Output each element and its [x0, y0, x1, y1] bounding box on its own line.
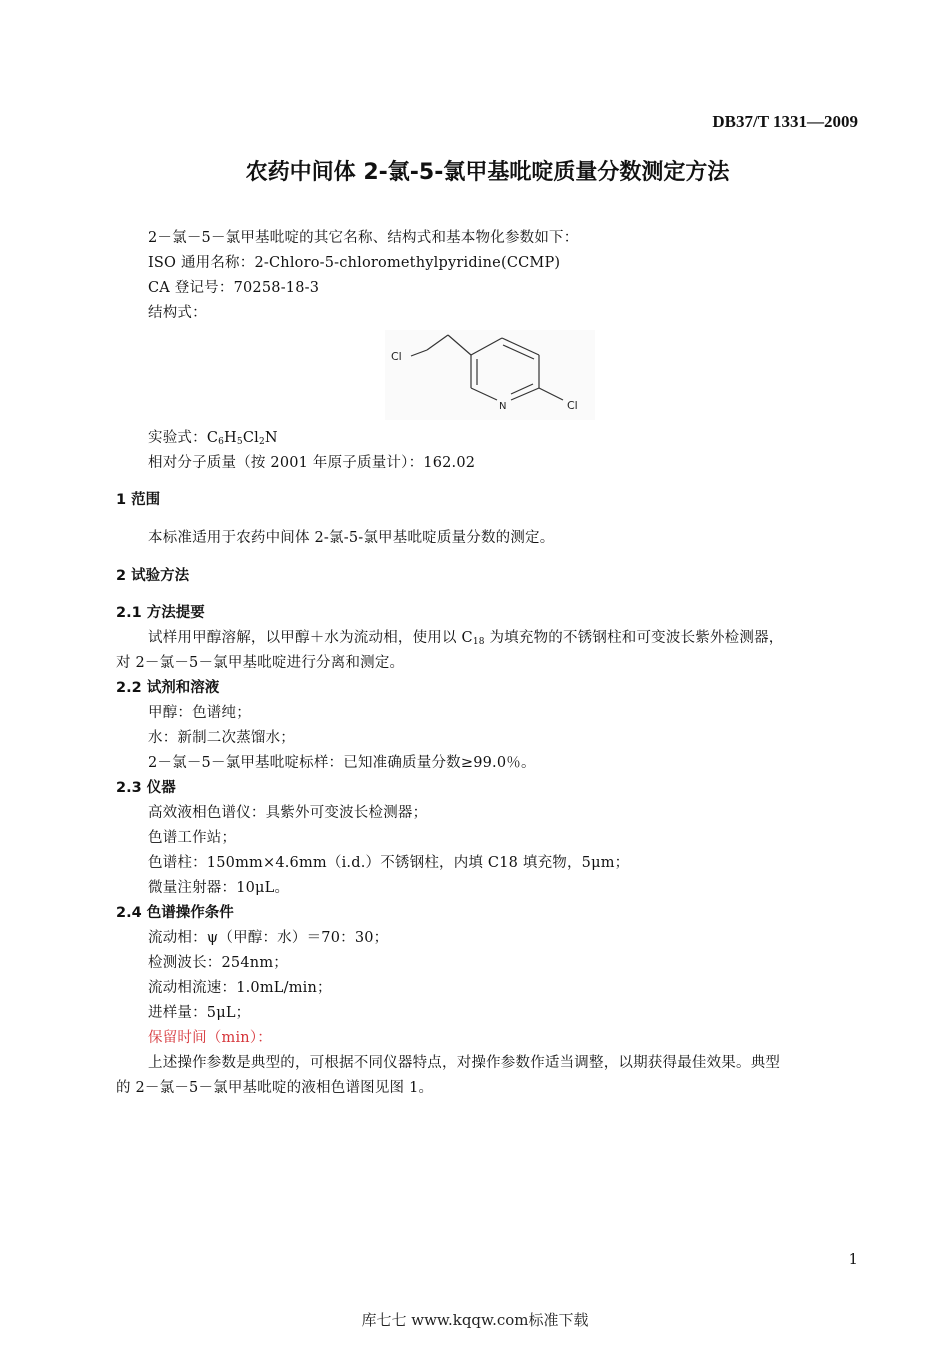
structural-formula-image — [385, 330, 595, 420]
footer-watermark: 库七七 www.kqqw.com标准下载 — [361, 1311, 589, 1329]
atom-label-cl-left: Cl — [391, 350, 402, 363]
molecular-mass-line: 相对分子质量（按 2001 年原子质量计）：162.02 — [148, 455, 476, 471]
section-2-4-note-line-1: 上述操作参数是典型的，可根据不同仪器特点，对操作参数作适当调整，以期获得最佳效果。典型 — [148, 1055, 781, 1071]
condition-flow-rate: 流动相流速：1.0mL/min； — [148, 980, 332, 996]
formula-h-count: 5 — [236, 437, 243, 447]
section-2-1-heading: 2.1 方法提要 — [116, 605, 205, 621]
section-1-text: 本标准适用于农药中间体 2-氯-5-氯甲基吡啶质量分数的测定。 — [148, 530, 555, 546]
page-number: 1 — [848, 1252, 858, 1268]
section-2-4-note-line-2: 的 2－氯－5－氯甲基吡啶的液相色谱图见图 1。 — [116, 1080, 434, 1096]
section-2-1-subscript: 18 — [472, 637, 485, 647]
reagent-standard: 2－氯－5－氯甲基吡啶标样：已知准确质量分数≥99.0％。 — [148, 755, 536, 771]
section-2-3-heading: 2.3 仪器 — [116, 780, 176, 796]
reagent-methanol: 甲醇：色谱纯； — [148, 705, 251, 721]
reagent-water: 水：新制二次蒸馏水； — [148, 730, 295, 746]
formula-label: 实验式： — [148, 430, 207, 446]
instrument-hplc: 高效液相色谱仪：具紫外可变波长检测器； — [148, 805, 428, 821]
structure-background — [385, 330, 595, 420]
instrument-column: 色谱柱：150mm×4.6mm（i.d.）不锈钢柱，内填 C18 填充物，5μm； — [148, 855, 630, 871]
condition-mobile-phase: 流动相：ψ（甲醇：水）＝70：30； — [148, 930, 389, 946]
section-2-1-line-1 — [148, 628, 783, 652]
section-2-2-heading: 2.2 试剂和溶液 — [116, 680, 220, 696]
atom-label-cl-right: Cl — [567, 399, 578, 412]
section-2-1-text-b: 为填充物的不锈钢柱和可变波长紫外检测器， — [484, 630, 784, 646]
instrument-workstation: 色谱工作站； — [148, 830, 237, 846]
instrument-syringe: 微量注射器：10μL。 — [148, 880, 290, 896]
formula-cl-count: 2 — [258, 437, 265, 447]
section-2-1-line-2: 对 2－氯－5－氯甲基吡啶进行分离和测定。 — [116, 655, 405, 671]
formula-cl: Cl — [242, 430, 259, 446]
ca-number-line: CA 登记号：70258-18-3 — [148, 280, 320, 296]
formula-c-count: 6 — [218, 437, 225, 447]
condition-injection-volume: 进样量：5μL； — [148, 1005, 251, 1021]
formula-n: N — [264, 430, 278, 446]
standard-code: DB37/T 1331—2009 — [712, 112, 858, 131]
page-title: 农药中间体 2-氯-5-氯甲基吡啶质量分数测定方法 — [245, 160, 730, 185]
section-1-heading: 1 范围 — [116, 492, 161, 508]
condition-retention-time: 保留时间（min）： — [148, 1030, 272, 1046]
formula-h: H — [224, 430, 237, 446]
iso-name-line: ISO 通用名称：2-Chloro-5-chloromethylpyridine(CCMP) — [148, 255, 561, 271]
section-2-heading: 2 试验方法 — [116, 568, 190, 584]
formula-c: C — [206, 430, 219, 446]
empirical-formula-line — [148, 428, 278, 452]
atom-label-n: N — [499, 401, 507, 412]
structure-label: 结构式： — [148, 305, 207, 321]
intro-line: 2－氯－5－氯甲基吡啶的其它名称、结构式和基本物化参数如下： — [148, 230, 579, 246]
condition-wavelength: 检测波长：254nm； — [148, 955, 288, 971]
section-2-4-heading: 2.4 色谱操作条件 — [116, 905, 234, 921]
section-2-1-text-a: 试样用甲醇溶解，以甲醇＋水为流动相，使用以 C — [148, 630, 473, 646]
